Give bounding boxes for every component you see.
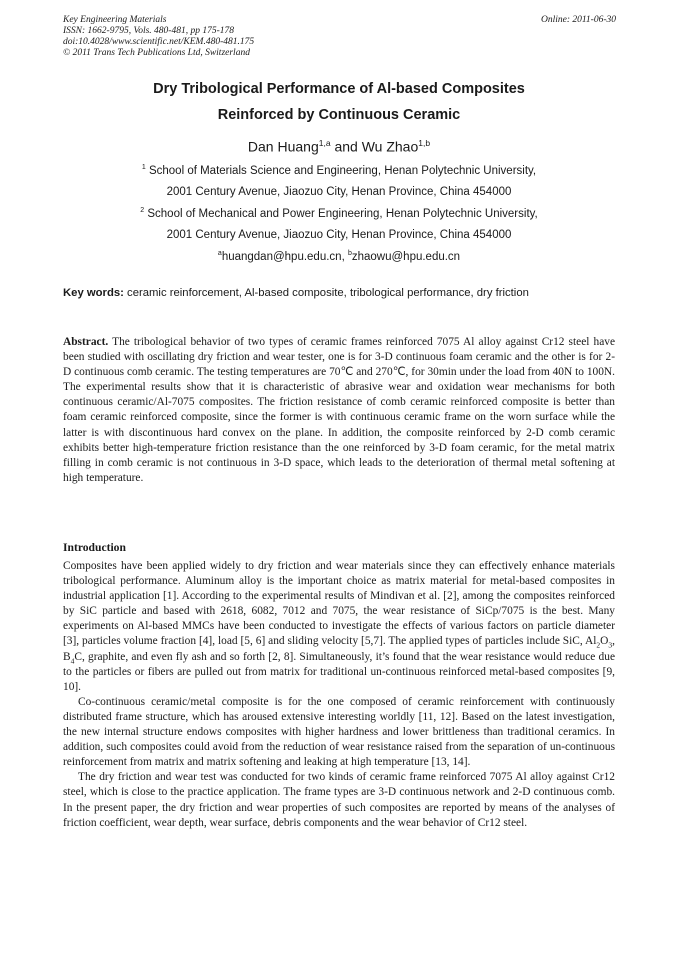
journal-name: Key Engineering Materials (63, 15, 167, 25)
keywords-label: Key words: (63, 287, 124, 299)
abstract-label: Abstract. (63, 336, 109, 348)
intro-paragraph-2: Co-continuous ceramic/metal composite is for the one composed of ceramic reinforcement with continuously distributed frame structure, which has aroused extensive interesting worldly [11, 12]. Based on the latest investigation, the new internal structure endows composites with higher hardness and lower brittleness than traditional ceramics. In addition, such composites could avoid from the reduction of wear resistance raised from the separation of un-continuous reinforcement from matrix and matrix softening and leaking at high temperature [13, 14]. (63, 695, 615, 769)
affiliation-2-line2: 2001 Century Avenue, Jiaozuo City, Henan Province, China 454000 (166, 229, 512, 241)
author-2-sup: 1,b (418, 138, 431, 148)
author-line (0, 138, 678, 155)
p1-part-b: O (600, 635, 609, 648)
paper-title-line2: Reinforced by Continuous Ceramic (217, 107, 461, 123)
email-b-sup: b (347, 250, 352, 257)
email-a[interactable]: huangdan@hpu.edu.cn, (221, 250, 348, 263)
keywords (63, 287, 529, 299)
paper-title-line1: Dry Tribological Performance of Al-based Composites (153, 81, 525, 97)
keywords-text: ceramic reinforcement, Al-based composite, tribological performance, dry friction (123, 287, 529, 299)
introduction-heading: Introduction (63, 541, 126, 554)
introduction-body (63, 559, 615, 831)
p1-sub-3: 3 (608, 640, 613, 650)
intro-paragraph-3: The dry friction and wear test was conducted for two kinds of ceramic frame reinforced 7075 Al alloy against Cr12 steel, which is close to the practice application. The frame types are 3-D continuous network and 2-D continuous comb. In the present paper, the dry friction and wear properties of such composites are reported by means of the analyses of friction coefficient, wear depth, wear surface, debris components and the wear behavior of Cr12 steel. (63, 771, 615, 829)
affiliation-1-line1 (0, 164, 678, 177)
copyright-line: © 2011 Trans Tech Publications Ltd, Switzerland (63, 48, 250, 58)
p1-sub-4: 4 (70, 655, 75, 665)
issn-line: ISSN: 1662-9795, Vols. 480-481, pp 175-178 (63, 26, 234, 36)
abstract-text: The tribological behavior of two types of ceramic frames reinforced 7075 Al alloy against Cr12 steel have been studied with oscillating dry friction and wear tester, one is for 3-D continuous foam ceramic and the other is for 2-D continuous comb ceramic. The testing temperatures are 70℃ and 270℃, for 30min under the load from 40N to 100N. The experimental results show that it is characteristic of abrasive wear and oxidation wear mechanisms for both continuous ceramic/Al-7075 composites. The friction resistance of comb ceramic reinforced composite is better than foam ceramic reinforced composite, since the former is with continuous ceramic frame on the worn surface while the latter is with discontinuous hard convex on the plane. In addition, the composite reinforced by 2-D comb ceramic exhibits better high-temperature friction resistance than the one reinforced by 3-D foam ceramic, for the metal matrix filling in comb ceramic is not continuous in 3-D space, which leads to the deterioration of thermal metal softening at high temperature. (63, 336, 615, 484)
email-line (0, 250, 678, 263)
intro-paragraph-1 (63, 559, 615, 695)
doi-line: doi:10.4028/www.scientific.net/KEM.480-481.175 (63, 37, 255, 47)
aff2-num: 2 (140, 207, 145, 214)
email-a-sup: a (217, 250, 222, 257)
author-1-sup: 1,a (318, 138, 331, 148)
email-b[interactable]: zhaowu@hpu.edu.cn (351, 250, 461, 263)
online-date: Online: 2011-06-30 (540, 15, 616, 25)
author-1: Dan Huang (247, 138, 319, 155)
p1-part-c: , B (63, 635, 615, 663)
p1-part-d: C, graphite, and even fly ash and so forth [2, 8]. Simultaneously, it’s found that the wear resistance would reduce due to the particles or fibers are pulled out from matrix for traditional un-continuous reinforced metal-based composites [9, 10]. (63, 650, 615, 693)
p1-sub-2: 2 (596, 640, 601, 650)
p1-part-a: Composites have been applied widely to dry friction and wear materials since they can effectively enhance materials tribological performance. Aluminum alloy is the important choice as matrix material for metal-based composites in industrial application [1]. According to the experimental results of Mindivan et al. [2], among the composites reinforced by SiC particle and based with 2618, 6082, 7012 and 7075, the wear resistance of SiCp/7075 is the best. Many experiments on Al-based MMCs have been conducted to investigate the effects of various factors on particle diameter [3], particles volume fraction [4], load [5, 6] and sliding velocity [5,7]. The applied types of particles include SiC, Al (63, 560, 615, 648)
abstract (63, 335, 615, 486)
journal-header (63, 15, 254, 59)
aff1-num: 1 (141, 164, 146, 171)
affiliation-2-line1 (0, 207, 678, 220)
aff1-text: School of Materials Science and Engineering, Henan Polytechnic University, (145, 164, 537, 177)
affiliation-1-line2: 2001 Century Avenue, Jiaozuo City, Henan Province, China 454000 (166, 186, 512, 198)
aff2-text: School of Mechanical and Power Engineering, Henan Polytechnic University, (144, 207, 538, 220)
author-2: and Wu Zhao (330, 138, 419, 155)
